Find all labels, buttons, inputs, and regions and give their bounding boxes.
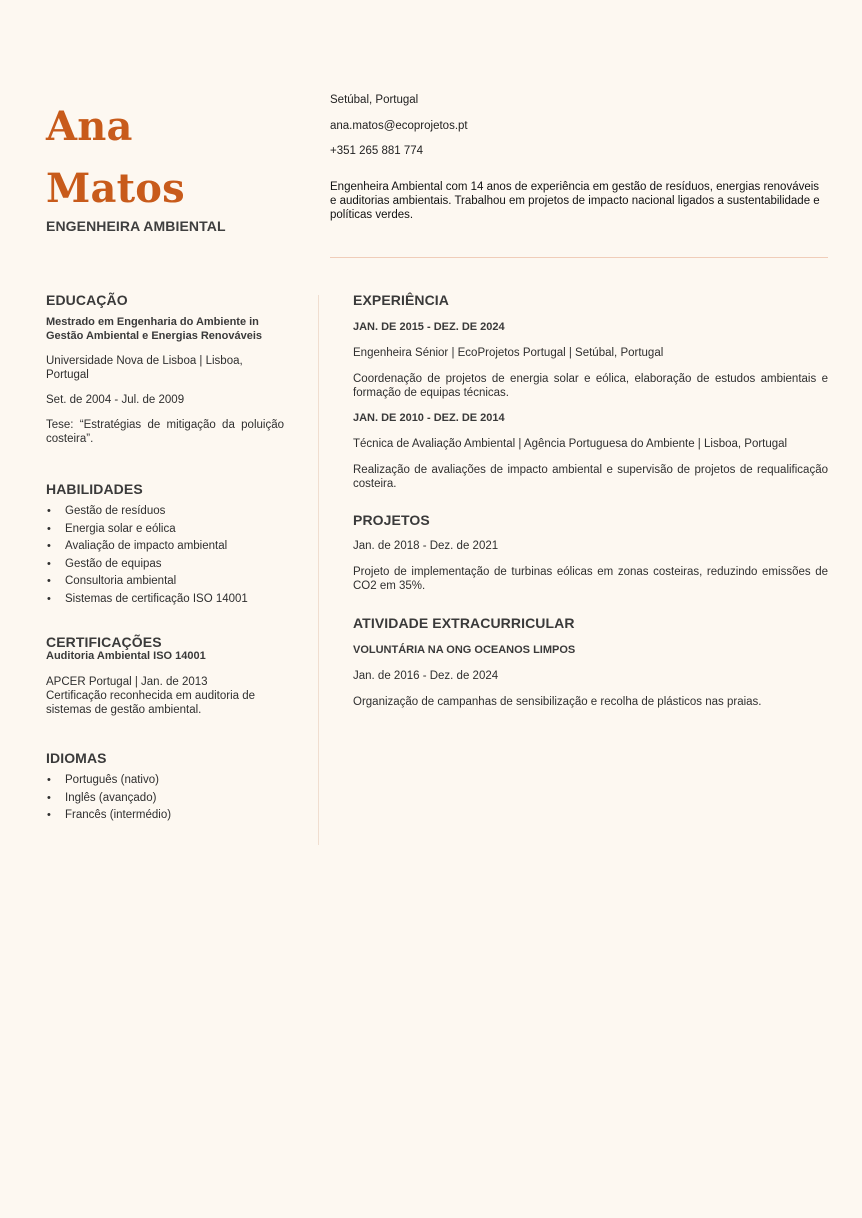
job-entry xyxy=(353,320,828,400)
first-name: Ana xyxy=(46,103,133,150)
profile-summary: Engenheira Ambiental com 14 anos de experiência em gestão de resíduos, energias renováveis e auditorias ambientais. Trabalhou em projetos de impacto nacional ligados a sustentabilidade e políticas verdes. xyxy=(330,181,820,221)
languages-section xyxy=(46,751,284,826)
certification-name: Auditoria Ambiental ISO 14001 xyxy=(46,650,206,662)
candidate-name xyxy=(46,96,185,220)
bullet-icon: • xyxy=(47,809,51,821)
skills-section xyxy=(46,482,284,609)
job-description: Coordenação de projetos de energia solar e eólica, elaboração de estudos ambientais e formação de equipas técnicas. xyxy=(353,373,828,399)
bullet-icon: • xyxy=(47,791,51,804)
column-divider xyxy=(318,295,319,845)
contact-block xyxy=(330,93,828,170)
section-heading: CERTIFICAÇÕES xyxy=(46,634,162,650)
school-text: Universidade Nova de Lisboa | Lisboa, Portugal xyxy=(46,355,243,381)
email-link[interactable]: ana.matos@ecoprojetos.pt xyxy=(330,119,468,132)
list-item: • Avaliação de impacto ambiental xyxy=(47,540,228,552)
list-item: • Consultoria ambiental xyxy=(47,575,177,587)
section-heading: IDIOMAS xyxy=(46,750,107,766)
job-description: Realização de avaliações de impacto ambiental e supervisão de projetos de requalificação costeira. xyxy=(353,464,828,490)
activity-dates: Jan. de 2016 - Dez. de 2024 xyxy=(353,670,499,682)
list-item: • Energia solar e eólica xyxy=(47,522,176,535)
certification-issuer: APCER Portugal | Jan. de 2013 xyxy=(46,676,208,688)
certifications-section xyxy=(46,635,284,717)
job-dates: JAN. DE 2010 - DEZ. DE 2014 xyxy=(353,412,505,424)
section-heading: EDUCAÇÃO xyxy=(46,292,128,308)
bullet-icon: • xyxy=(47,774,51,786)
projects-section xyxy=(353,513,828,593)
education-dates: Set. de 2004 - Jul. de 2009 xyxy=(46,394,185,406)
right-column xyxy=(353,293,828,709)
section-heading: EXPERIÊNCIA xyxy=(353,292,450,308)
job-position: Engenheira Sénior | EcoProjetos Portugal | Setúbal, Portugal xyxy=(353,347,664,359)
bullet-icon: • xyxy=(47,540,51,552)
certification-description: Certificação reconhecida em auditoria de sistemas de gestão ambiental. xyxy=(46,690,256,716)
bullet-icon: • xyxy=(47,592,51,605)
job-dates: JAN. DE 2015 - DEZ. DE 2024 xyxy=(353,321,505,333)
header-divider xyxy=(330,257,828,258)
project-description: Projeto de implementação de turbinas eólicas em zonas costeiras, reduzindo emissões de CO2 em 35%. xyxy=(353,566,828,592)
bullet-icon: • xyxy=(47,505,51,517)
job-entry xyxy=(353,411,828,491)
project-dates: Jan. de 2018 - Dez. de 2021 xyxy=(353,540,499,552)
degree-title: Mestrado em Engenharia do Ambiente in Gestão Ambiental e Energias Renováveis xyxy=(46,316,263,342)
extracurricular-section xyxy=(353,616,828,709)
last-name: Matos xyxy=(46,165,185,212)
section-heading: PROJETOS xyxy=(353,512,430,528)
job-title: ENGENHEIRA AMBIENTAL xyxy=(46,218,226,234)
education-section xyxy=(46,293,284,446)
section-heading: ATIVIDADE EXTRACURRICULAR xyxy=(353,615,575,631)
bullet-icon: • xyxy=(47,557,51,570)
list-item: • Gestão de resíduos xyxy=(47,505,166,517)
skills-list xyxy=(46,504,284,609)
list-item: • Sistemas de certificação ISO 14001 xyxy=(47,592,248,605)
bullet-icon: • xyxy=(47,522,51,535)
thesis-text: Tese: “Estratégias de mitigação da poluição costeira”. xyxy=(46,419,284,445)
job-position: Técnica de Avaliação Ambiental | Agência Portuguesa do Ambiente | Lisboa, Portugal xyxy=(353,438,788,450)
location-text: Setúbal, Portugal xyxy=(330,94,419,106)
activity-role: VOLUNTÁRIA NA ONG OCEANOS LIMPOS xyxy=(353,644,576,656)
section-heading: HABILIDADES xyxy=(46,481,143,497)
left-column xyxy=(46,293,284,826)
list-item: • Francês (intermédio) xyxy=(47,809,172,821)
languages-list xyxy=(46,773,284,826)
bullet-icon: • xyxy=(47,575,51,587)
list-item: • Gestão de equipas xyxy=(47,557,162,570)
list-item: • Português (nativo) xyxy=(47,774,159,786)
list-item: • Inglês (avançado) xyxy=(47,791,157,804)
experience-section xyxy=(353,293,828,491)
phone-text: +351 265 881 774 xyxy=(330,145,424,157)
activity-description: Organização de campanhas de sensibilização e recolha de plásticos nas praias. xyxy=(353,696,762,708)
